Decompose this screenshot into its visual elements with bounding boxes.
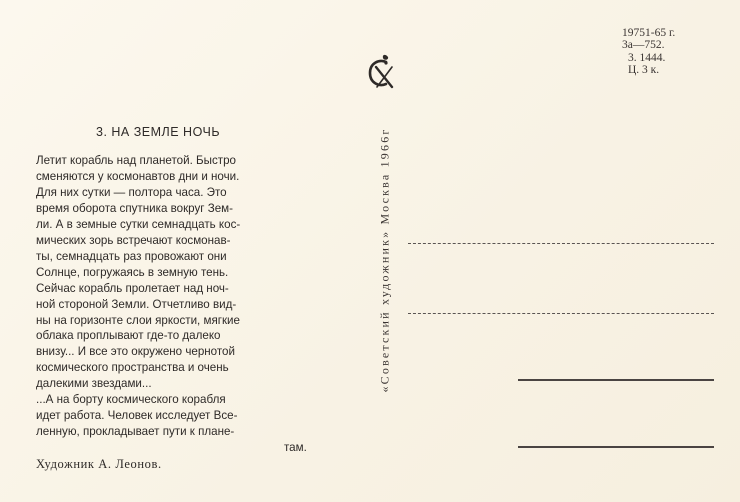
address-line-2 xyxy=(408,313,714,314)
text-line: космического пространства и очень xyxy=(36,361,229,375)
address-line-1 xyxy=(408,243,714,244)
text-line: Для них сутки — полтора часа. Это xyxy=(36,185,227,199)
text-line: облака проплывают где-то далеко xyxy=(36,329,221,343)
print-info-line: 3а—752. xyxy=(622,39,665,52)
text-line: ленную, прокладывает пути к плане- xyxy=(36,425,235,439)
text-line: Солнце, погружаясь в земную тень. xyxy=(36,265,229,279)
page-title: 3. НА ЗЕМЛЕ НОЧЬ xyxy=(96,125,221,139)
text-line: ты, семнадцать раз провожают они xyxy=(36,249,227,263)
text-line: ли. А в земные сутки семнадцать кос- xyxy=(36,217,241,231)
print-info-block xyxy=(622,27,675,77)
print-info-line: 19751-65 г. xyxy=(622,27,676,39)
text-line: ной стороной Земли. Отчетливо вид- xyxy=(36,297,237,311)
text-line: сменяются у космонавтов дни и ночи. xyxy=(36,169,240,183)
print-info-line: 3. 1444. xyxy=(628,51,666,64)
text-line: внизу... И все это окружено чернотой xyxy=(36,345,235,359)
text-line: ны на горизонте слои яркости, мягкие xyxy=(36,313,240,327)
text-line: время оборота спутника вокруг Зем- xyxy=(36,201,234,215)
text-line: идет работа. Человек исследует Все- xyxy=(36,409,238,423)
artist-credit: Художник А. Леонов. xyxy=(36,457,162,471)
text-line: ...А на борту космического корабля xyxy=(36,393,226,407)
address-line-4 xyxy=(518,446,714,448)
text-line: Сейчас корабль пролетает над ноч- xyxy=(36,281,229,295)
print-info-line: Ц. 3 к. xyxy=(628,64,660,77)
text-line: там. xyxy=(284,441,307,455)
publisher-vertical-text: «Советский художник» Москва 1966г xyxy=(377,127,392,393)
text-line: мических зорь встречают космонав- xyxy=(36,233,231,247)
text-line: далекими звездами... xyxy=(36,377,152,391)
address-line-3 xyxy=(518,379,714,381)
description-text xyxy=(36,153,326,456)
text-line: Летит корабль над планетой. Быстро xyxy=(36,154,236,167)
sovetsky-khudozhnik-monogram-icon xyxy=(364,53,400,93)
